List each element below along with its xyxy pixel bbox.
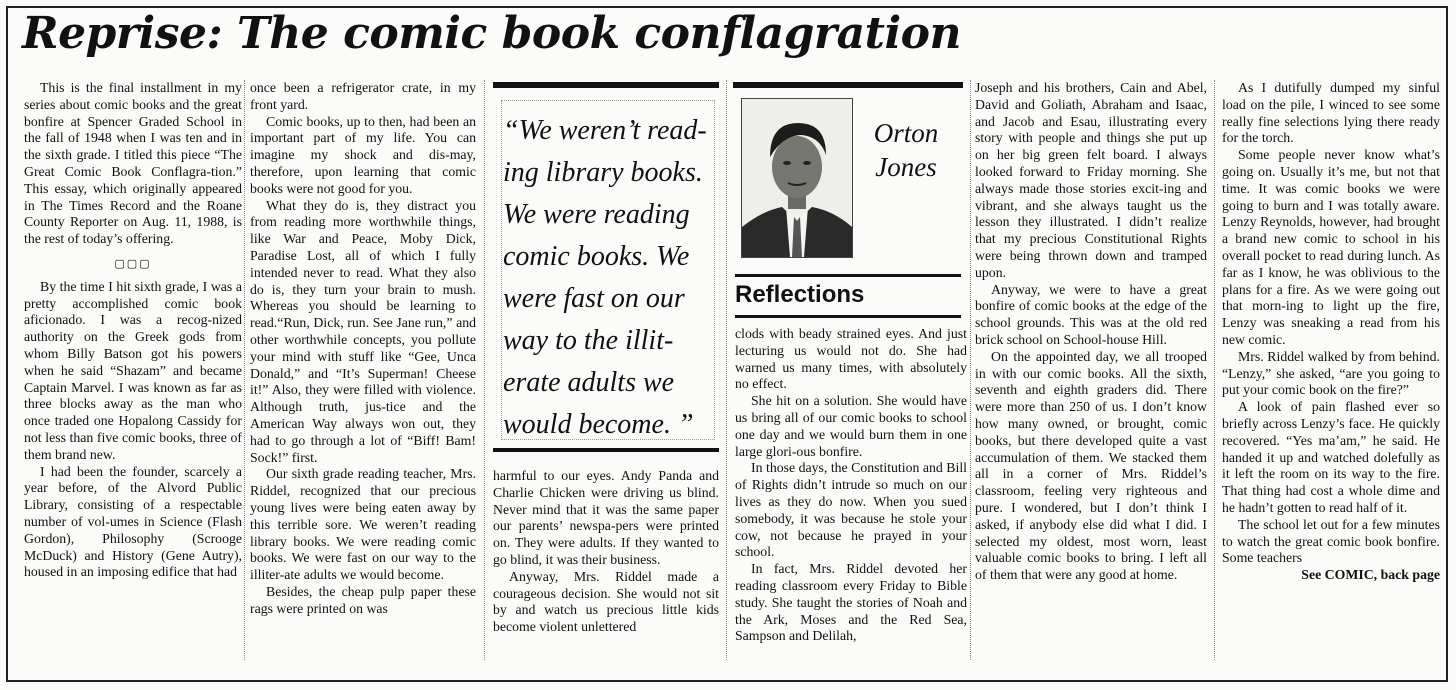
pull-quote: “We weren’t read-ing library books. We were reading comic books. We were fast on our way to the illit-erate adults we would become. ” bbox=[503, 115, 707, 440]
paragraph: This is the final installment in my series about comic books and the great bonfire at Spencer Graded School in the fall of 1948 when I was ten and in the sixth grade. I titled this piece “The Great Comic Book Conflagra-tion.” This essay, which originally appeared in The Times Record and the Roane County Reporter on Aug. 11, 1988, is the rest of today’s offering. bbox=[24, 80, 242, 247]
article-column-5 bbox=[975, 80, 1207, 584]
author-name bbox=[853, 116, 959, 184]
column-divider bbox=[484, 80, 485, 660]
paragraph: What they do is, they distract you from reading more worthwhile things, like War and Peace, Moby Dick, Paradise Lost, all of which I fully intended never to read. What they also do is, they turn your brain to mush. Whereas you should be learning to read.“Run, Dick, run. See Jane run,” and other worthwhile concepts, you pollute your mind with stuff like “Gee, Unca Donald,” and “It’s Superman! Cheese it!” Also, they were filled with violence. Although truth, jus-tice and the American Way always won out, they had to go through a lot of “Biff! Bam! Sock!” first. bbox=[250, 197, 476, 465]
paragraph: She hit on a solution. She would have us bring all of our comic books to school one day and we would burn them in one large glori-ous bonfire. bbox=[735, 393, 967, 459]
headline: Reprise: The comic book conflagration bbox=[22, 8, 961, 59]
column-title: Reflections bbox=[735, 274, 961, 318]
paragraph: Anyway, we were to have a great bonfire of comic books at the edge of the school grounds. This was at the old red brick school on School-house Hill. bbox=[975, 281, 1207, 347]
paragraph: As I dutifully dumped my sinful load on the pile, I winced to see some really fine selections lying there ready for the torch. bbox=[1222, 80, 1440, 146]
paragraph: I had been the founder, scarcely a year before, of the Alvord Public Library, consisting of a respectable number of vol-umes in Science (Flash Gordon), Philosophy (Scrooge McDuck) and History (Gene Autry), housed in an imposing edifice that had bbox=[24, 463, 242, 580]
column-divider bbox=[970, 80, 971, 660]
paragraph: harmful to our eyes. Andy Panda and Charlie Chicken were driving us blind. Never mind that it was the same paper our parents’ newspa-pers were printed on. They were adults. If they wanted to go blind, it was their business. bbox=[493, 468, 719, 567]
author-portrait-image bbox=[742, 99, 852, 257]
paragraph: Joseph and his brothers, Cain and Abel, David and Goliath, Abraham and Isaac, and Jacob and Esau, illustrating every story with people and things she put up on her big green felt board. I always looked forward to Friday morning. She always made those stories excit-ing and vibrant, and she always taught us the lesson they illustrated. I didn’t realize that my precious Constitutional Rights were being thrown down and tramped upon. bbox=[975, 80, 1207, 280]
pull-quote-box bbox=[493, 82, 719, 452]
columnist-byline bbox=[733, 82, 963, 314]
author-last-name: Jones bbox=[875, 152, 937, 182]
paragraph: Anyway, Mrs. Riddel made a courageous decision. She would not sit by and watch us precious little kids become violent unlettered bbox=[493, 568, 719, 635]
author-first-name: Orton bbox=[873, 118, 939, 148]
section-break-dingbat: ▢▢▢ bbox=[114, 256, 152, 270]
paragraph: once been a refrigerator crate, in my front yard. bbox=[250, 80, 476, 112]
author-photo bbox=[741, 98, 853, 258]
column-divider bbox=[726, 80, 727, 660]
column-divider bbox=[1214, 80, 1215, 660]
column-divider bbox=[244, 80, 245, 660]
article-column-1 bbox=[24, 80, 242, 581]
paragraph: Comic books, up to then, had been an important part of my life. You can imagine my shock and dis-may, therefore, upon learning that comic books were not good for you. bbox=[250, 113, 476, 196]
paragraph: The school let out for a few minutes to watch the great comic book bonfire. Some teachers bbox=[1222, 516, 1440, 566]
paragraph: By the time I hit sixth grade, I was a pretty accomplished comic book aficionado. I was a recog-nized authority on the Greek gods from whom Billy Batson got his powers when he said “Shazam” and became Captain Marvel. I was known as far as three blocks away as the man who once traded one Hopalong Cassidy for not less than five comic books, three of them brand new. bbox=[24, 278, 242, 462]
paragraph: Mrs. Riddel walked by from behind. “Lenzy,” she asked, “are you going to put your comic book on the fire?” bbox=[1222, 348, 1440, 398]
article-column-3 bbox=[493, 468, 719, 636]
paragraph: Besides, the cheap pulp paper these rags were printed on was bbox=[250, 583, 476, 616]
article-column-6 bbox=[1222, 80, 1440, 584]
paragraph: Our sixth grade reading teacher, Mrs. Riddel, recognized that our precious young lives were being eaten away by this terrible sore. We weren’t reading library books. We were reading comic books. We were fast on our way to the illiter-ate adults we would become. bbox=[250, 466, 476, 583]
article-column-2 bbox=[250, 80, 476, 618]
paragraph: On the appointed day, we all trooped in with our comic books. All the sixth, seventh and eighth graders did. There were more than 250 of us. I don’t know how many owned, or brought, comic books, but there developed quite a vast accumulation of them. We stacked them all in a corner of Mrs. Riddel’s classroom, feeling very righteous and pure. I wondered, but I don’t think I asked, if anybody else did what I did. I selected my oldest, most worn, least valuable comic books to bring. I left all of them that were any good at home. bbox=[975, 348, 1207, 583]
paragraph: A look of pain flashed ever so briefly across Lenzy’s face. He quickly recovered. “Yes ma’am,” he said. He handed it up and watched dolefully as it left the room on its way to the fire. That thing had cost a whole dime and he hadn’t gotten to read half of it. bbox=[1222, 399, 1440, 515]
jump-line: See COMIC, back page bbox=[1301, 567, 1440, 583]
paragraph: In those days, the Constitution and Bill of Rights didn’t intrude so much on our lives as they do now. When you sued somebody, it was because he stole your cow, not because he prayed in your school. bbox=[735, 460, 967, 560]
paragraph: Some people never know what’s going on. Usually it’s me, but not that time. It was comic books we were going to burn and I was totally aware. Lenzy Reynolds, however, had brought a brand new comic to school in his overall pocket to read during lunch. As far as I know, he was oblivious to the plans for a fire. As we were going out that morn-ing to light up the fire, Lenzy was sneaking a read from his new comic. bbox=[1222, 147, 1440, 347]
article-column-4 bbox=[735, 326, 967, 645]
paragraph: clods with beady strained eyes. And just lecturing us would not do. She had warned us many times, with absolutely no effect. bbox=[735, 326, 967, 392]
paragraph: In fact, Mrs. Riddel devoted her reading classroom every Friday to Bible study. She taught the stories of Noah and the Ark, Moses and the Red Sea, Sampson and Delilah, bbox=[735, 561, 967, 644]
